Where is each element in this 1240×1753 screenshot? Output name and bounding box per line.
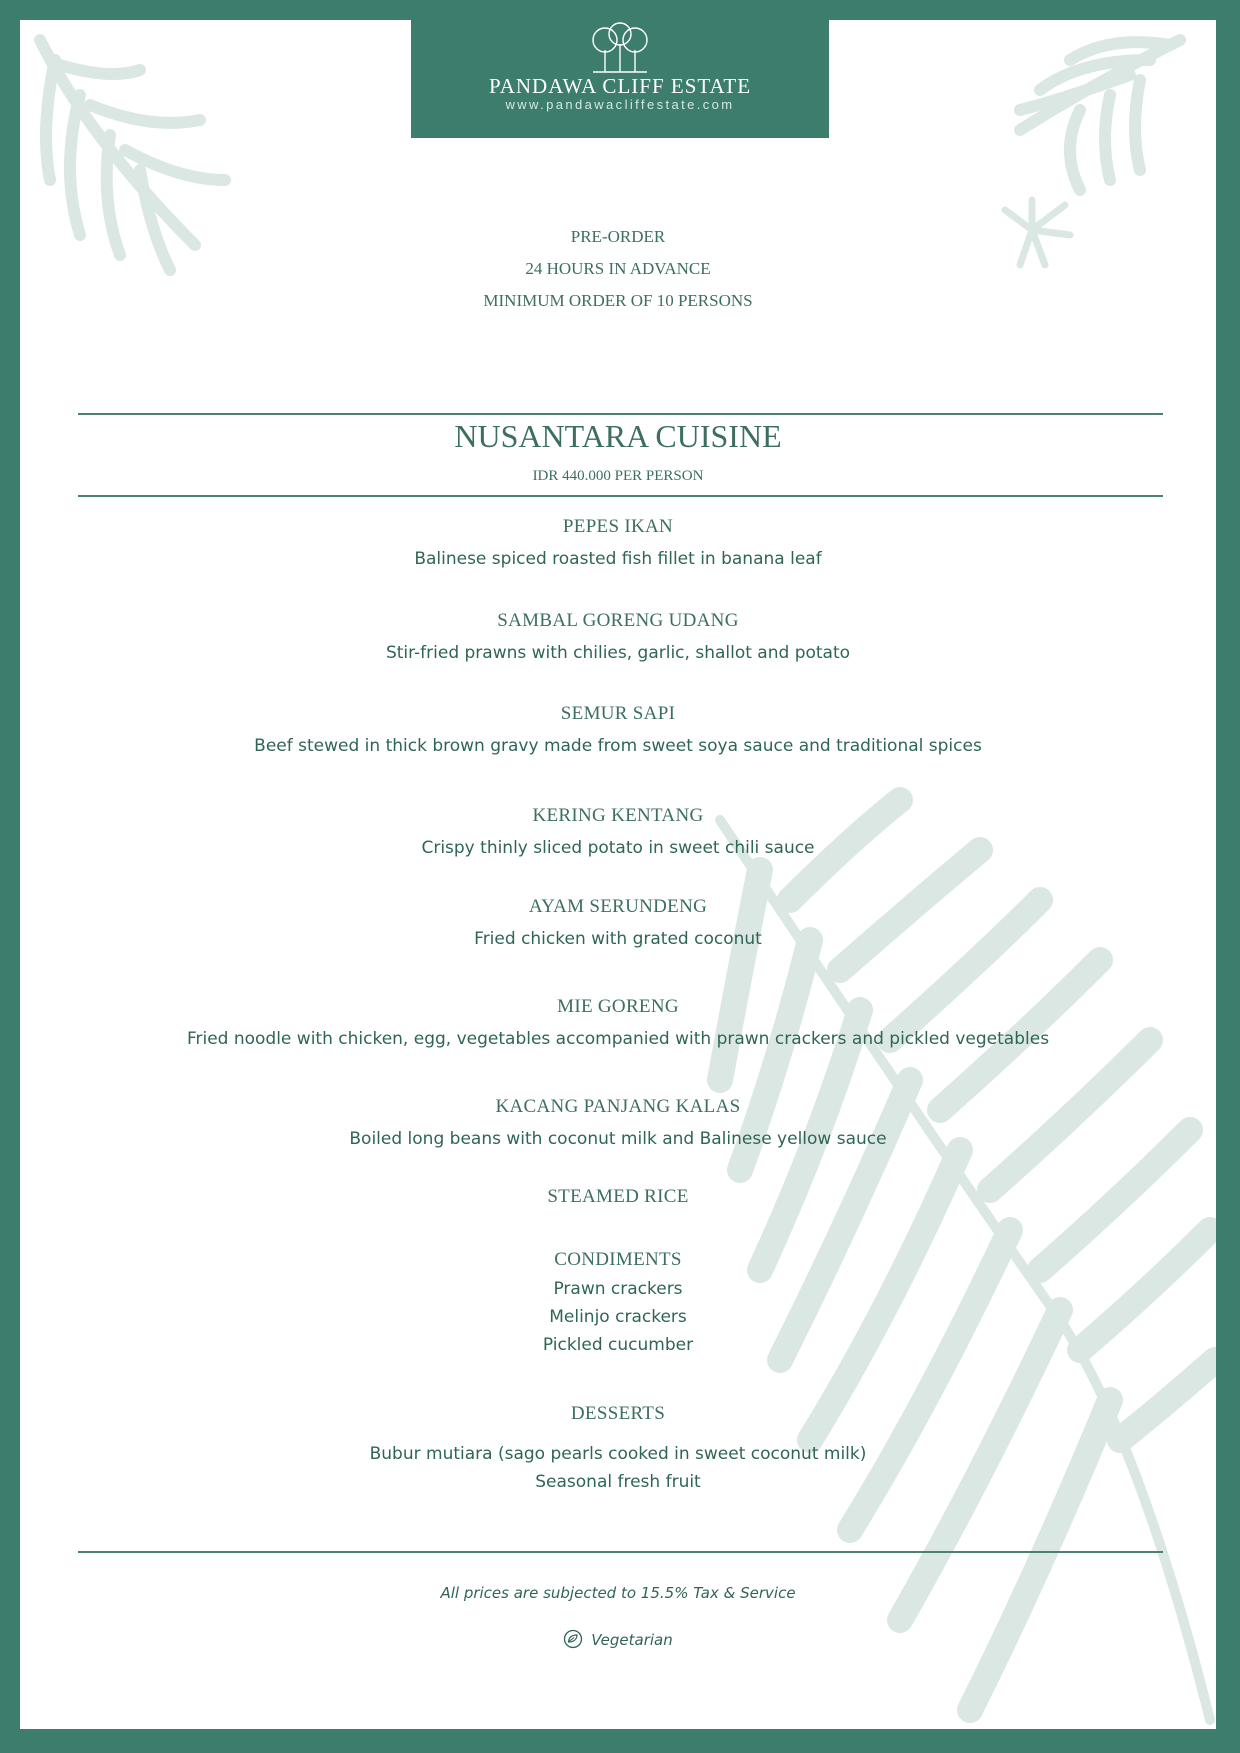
dish-description: Fried chicken with grated coconut bbox=[474, 929, 762, 949]
brand-logo bbox=[411, 20, 829, 138]
condiment-item: Melinjo crackers bbox=[549, 1307, 687, 1327]
brand-url: www.pandawacliffestate.com bbox=[505, 97, 735, 112]
dish-name: STEAMED RICE bbox=[547, 1186, 689, 1207]
preorder-line-2: 24 HOURS IN ADVANCE bbox=[525, 259, 711, 278]
trees-icon bbox=[583, 22, 657, 76]
dish-description: Beef stewed in thick brown gravy made from sweet soya sauce and traditional spices bbox=[254, 736, 982, 756]
divider-top bbox=[78, 413, 1163, 415]
vegetarian-label: Vegetarian bbox=[591, 1631, 673, 1649]
dish-name: SEMUR SAPI bbox=[560, 703, 676, 724]
dessert-item: Bubur mutiara (sago pearls cooked in sweet coconut milk) bbox=[369, 1444, 867, 1464]
dish-description: Balinese spiced roasted fish fillet in banana leaf bbox=[414, 549, 822, 569]
leaf-circle-icon bbox=[563, 1629, 583, 1649]
divider-bottom bbox=[78, 495, 1163, 497]
preorder-line-1: PRE-ORDER bbox=[570, 227, 666, 246]
dish-name: AYAM SERUNDENG bbox=[528, 896, 708, 917]
dish-description: Fried noodle with chicken, egg, vegetables accompanied with prawn crackers and pickled vegetables bbox=[186, 1029, 1050, 1049]
category-title: NUSANTARA CUISINE bbox=[454, 418, 782, 454]
condiment-item: Prawn crackers bbox=[553, 1279, 683, 1299]
category-price: IDR 440.000 PER PERSON bbox=[532, 468, 704, 484]
tax-note: All prices are subjected to 15.5% Tax & Service bbox=[440, 1584, 796, 1602]
dish-name: SAMBAL GORENG UDANG bbox=[497, 610, 739, 631]
dish-description: Crispy thinly sliced potato in sweet chili sauce bbox=[421, 838, 815, 858]
brand-name: PANDAWA CLIFF ESTATE bbox=[488, 74, 752, 98]
dish-name: MIE GORENG bbox=[557, 996, 679, 1017]
desserts-title: DESSERTS bbox=[570, 1403, 666, 1424]
vegetarian-legend bbox=[20, 1629, 1216, 1649]
dessert-item: Seasonal fresh fruit bbox=[535, 1472, 701, 1492]
dish-description: Stir-fried prawns with chilies, garlic, shallot and potato bbox=[385, 643, 851, 663]
condiments-title: CONDIMENTS bbox=[554, 1249, 682, 1270]
menu-page bbox=[20, 20, 1216, 1729]
dish-name: KACANG PANJANG KALAS bbox=[495, 1096, 741, 1117]
preorder-line-3: MINIMUM ORDER OF 10 PERSONS bbox=[483, 291, 753, 310]
dish-name: KERING KENTANG bbox=[532, 805, 704, 826]
divider-footer bbox=[78, 1551, 1163, 1553]
dish-description: Boiled long beans with coconut milk and Balinese yellow sauce bbox=[349, 1129, 887, 1149]
dish-name: PEPES IKAN bbox=[562, 516, 674, 537]
condiment-item: Pickled cucumber bbox=[542, 1335, 694, 1355]
